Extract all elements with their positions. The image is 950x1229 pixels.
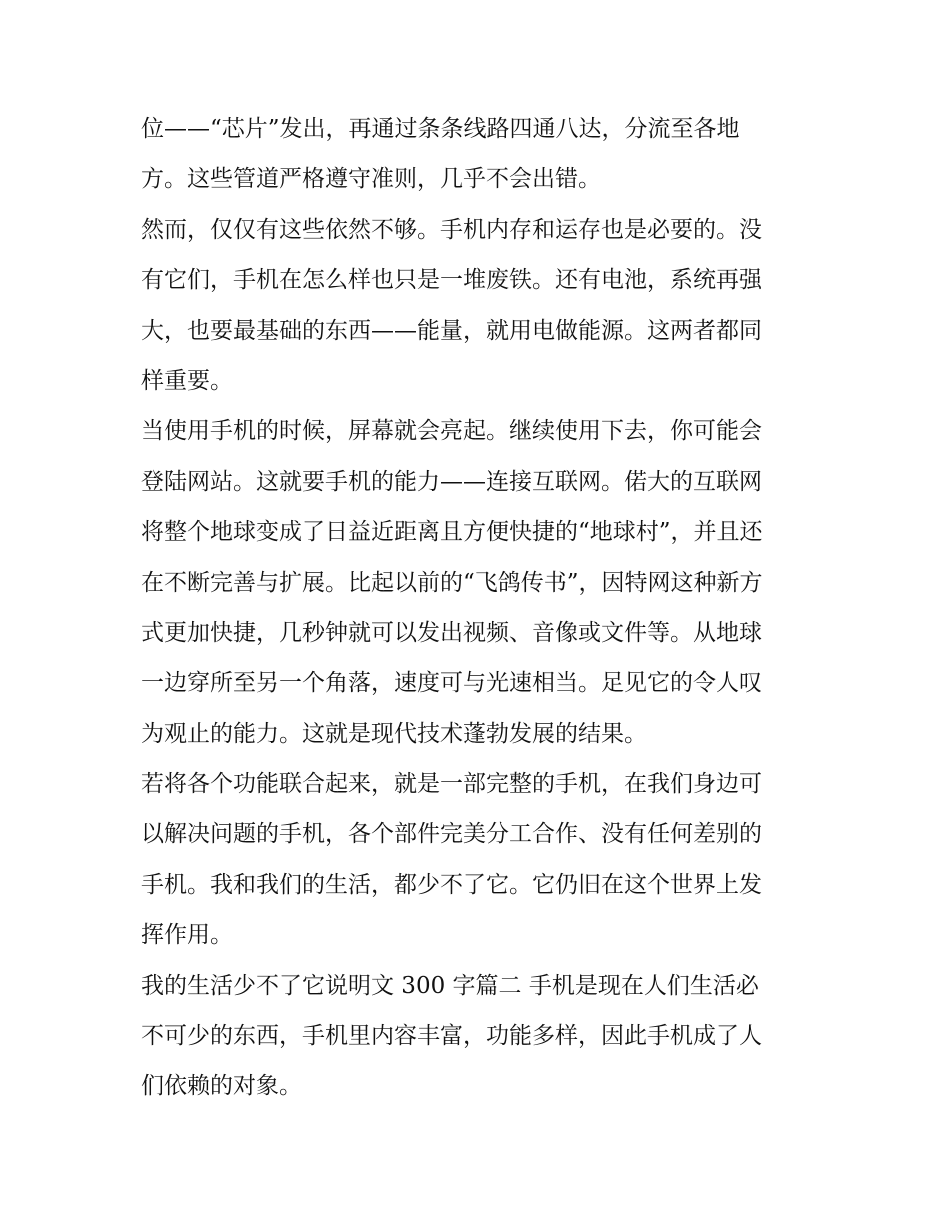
text-line: 式更加快捷，几秒钟就可以发出视频、音像或文件等。从地球: [141, 619, 762, 646]
text-line: 当使用手机的时候，屏幕就会亮起。继续使用下去，你可能会: [141, 418, 762, 445]
text-line: 样重要。: [141, 367, 233, 394]
text-line: 为观止的能力。这就是现代技术蓬勃发展的结果。: [141, 720, 647, 747]
text-line: 们依赖的对象。: [141, 1073, 302, 1100]
text-line: 以解决问题的手机，各个部件完美分工合作、没有任何差别的: [141, 821, 762, 848]
text-line: 有它们，手机在怎么样也只是一堆废铁。还有电池，系统再强: [141, 267, 762, 294]
text-line: 手机。我和我们的生活，都少不了它。它仍旧在这个世界上发: [141, 871, 762, 898]
text-line: 不可少的东西，手机里内容丰富，功能多样，因此手机成了人: [141, 1023, 762, 1050]
text-line: 若将各个功能联合起来，就是一部完整的手机，在我们身边可: [141, 771, 762, 798]
text-line: 然而，仅仅有这些依然不够。手机内存和运存也是必要的。没: [141, 216, 762, 243]
text-line: 挥作用。: [141, 922, 233, 949]
text-line: 位——“芯片”发出，再通过条条线路四通八达，分流至各地: [141, 116, 740, 142]
text-line: 我的生活少不了它说明文 300 字篇二 手机是现在人们生活必: [141, 972, 759, 999]
text-line: 将整个地球变成了日益近距离且方便快捷的“地球村”，并且还: [141, 519, 763, 546]
text-line: 在不断完善与扩展。比起以前的“飞鸽传书”，因特网这种新方: [141, 569, 763, 596]
text-line: 登陆网站。这就要手机的能力——连接互联网。偌大的互联网: [141, 468, 762, 495]
text-line: 大，也要最基础的东西——能量，就用电做能源。这两者都同: [141, 317, 762, 344]
document-body: [141, 104, 813, 1112]
text-line: 方。这些管道严格遵守准则，几乎不会出错。: [141, 166, 601, 193]
text-line: 一边穿所至另一个角落，速度可与光速相当。足见它的令人叹: [141, 670, 762, 697]
